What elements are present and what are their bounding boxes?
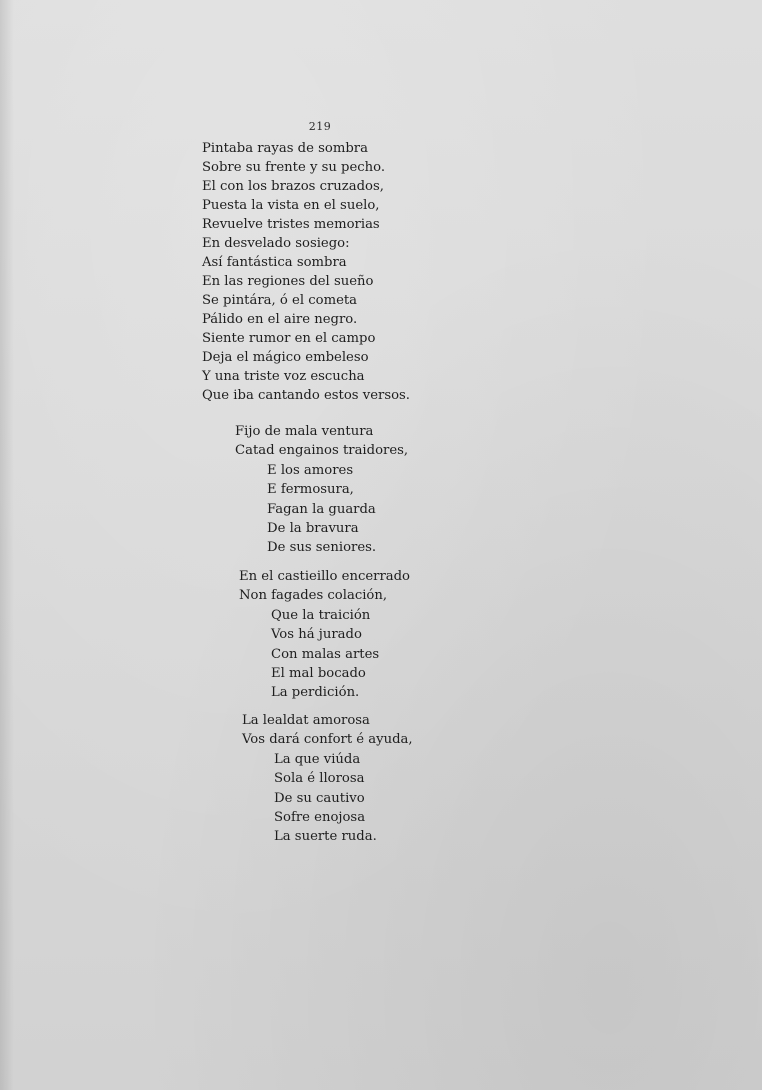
verse-line: En desvelado sosiego: <box>202 236 350 251</box>
verse-line: Revuelve tristes memorias <box>202 217 380 232</box>
verse-line: La perdición. <box>271 685 360 701</box>
verse-line: Catad engainos traidores, <box>235 443 409 459</box>
poem-intro <box>202 139 410 405</box>
verse-line: Sola é llorosa <box>274 771 365 787</box>
verse-line: Así fantástica sombra <box>202 255 347 270</box>
verse-line: Deja el mágico embeleso <box>202 350 369 365</box>
verse-line: Se pintára, ó el cometa <box>202 293 358 308</box>
verse-line: De sus seniores. <box>267 540 377 556</box>
verse-line: Sobre su frente y su pecho. <box>202 160 386 175</box>
verse-line: En el castieillo encerrado <box>239 569 410 584</box>
verse-line: Vos há jurado <box>271 627 362 643</box>
verse-line: Siente rumor en el campo <box>202 331 376 346</box>
verse-line: E fermosura, <box>267 482 354 498</box>
page-number: 219 <box>308 120 332 133</box>
verse-line: El con los brazos cruzados, <box>202 179 384 194</box>
verse-line: La que viúda <box>274 751 361 767</box>
verse-line: Fijo de mala ventura <box>235 424 374 439</box>
verse-line: La suerte ruda. <box>274 829 377 845</box>
verse-line: De la bravura <box>267 520 359 536</box>
verse-line: Non fagades colación, <box>239 588 388 604</box>
verse-line: Fagan la guarda <box>267 501 376 517</box>
verse-line: E los amores <box>267 462 354 478</box>
verse-line: Que la traición <box>271 607 371 623</box>
verse-line: Pintaba rayas de sombra <box>202 141 368 156</box>
verse-line: Con malas artes <box>271 646 380 662</box>
song-stanza-2 <box>239 567 410 703</box>
verse-line: La lealdat amorosa <box>242 713 370 728</box>
verse-line: Y una triste voz escucha <box>202 369 365 384</box>
verse-line: De su cautivo <box>274 790 365 806</box>
verse-line: Que iba cantando estos versos. <box>202 388 410 403</box>
verse-line: Vos dará confort é ayuda, <box>242 732 413 748</box>
verse-line: El mal bocado <box>271 665 366 681</box>
verse-line: Puesta la vista en el suelo, <box>202 198 380 213</box>
song-stanza-1 <box>235 422 408 558</box>
verse-line: Sofre enojosa <box>274 809 366 825</box>
song-stanza-3 <box>242 711 413 847</box>
verse-line: Pálido en el aire negro. <box>202 312 358 327</box>
verse-line: En las regiones del sueño <box>202 274 374 289</box>
